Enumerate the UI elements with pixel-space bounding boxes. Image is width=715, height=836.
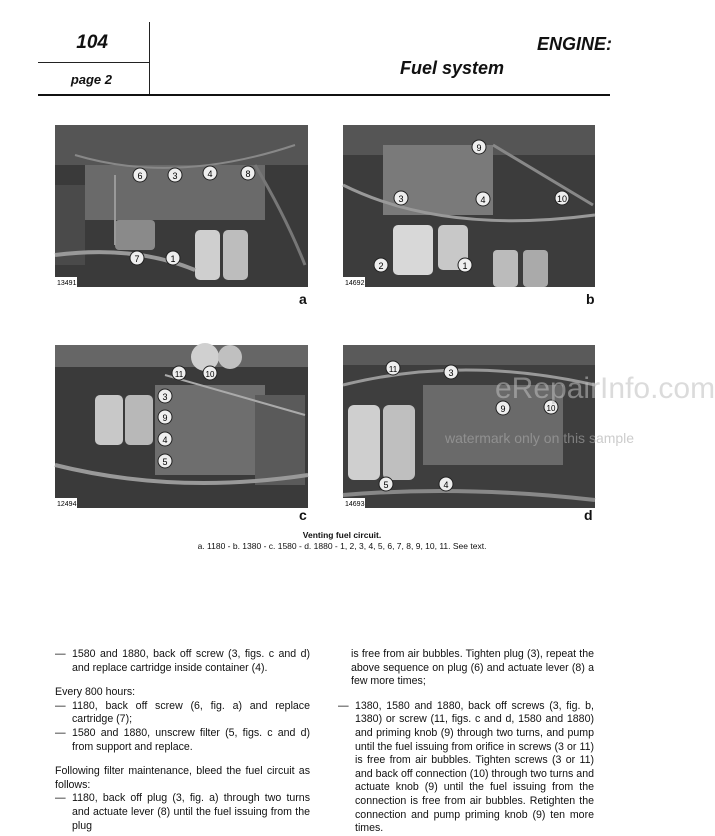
dash-bullet: —: [55, 648, 66, 660]
svg-text:4: 4: [162, 435, 168, 445]
svg-text:3: 3: [398, 194, 404, 204]
svg-text:10: 10: [546, 404, 556, 413]
svg-text:6: 6: [137, 171, 143, 181]
list-item-text: 1180, back off plug (3, fig. a) through two turns and actuate lever (8) until the fuel issuing from the plug: [72, 792, 310, 832]
svg-text:13491: 13491: [57, 280, 77, 287]
dash-bullet: —: [55, 792, 66, 805]
svg-text:4: 4: [443, 480, 449, 490]
figure-caption-text: a. 1180 - b. 1380 - c. 1580 - d. 1880 - 1, 2, 3, 4, 5, 6, 7, 8, 9, 10, 11. See text.: [197, 541, 487, 551]
svg-text:1: 1: [462, 261, 468, 271]
svg-text:11: 11: [174, 370, 184, 379]
list-item: [55, 700, 310, 727]
page-subtitle: Fuel system: [399, 58, 504, 78]
watermark-main: eRepairInfo.com: [495, 372, 715, 405]
svg-text:8: 8: [245, 169, 251, 179]
list-item-text: 1180, back off screw (6, fig. a) and replace cartridge (7);: [72, 699, 310, 726]
dash-bullet: —: [338, 699, 349, 712]
svg-text:9: 9: [476, 143, 482, 153]
paragraph: is free from air bubbles. Tighten plug (3), repeat the above sequence on plug (6) and actuate lever (8) a few more times;: [351, 648, 594, 688]
figure-caption-title: Venting fuel circuit.: [302, 530, 382, 540]
svg-text:14692: 14692: [345, 280, 365, 287]
list-item: [55, 727, 310, 754]
left-text-column: [55, 648, 310, 833]
dash-bullet: —: [55, 726, 66, 739]
svg-text:9: 9: [162, 413, 168, 423]
header-box: [38, 22, 150, 94]
svg-text:12494: 12494: [57, 501, 77, 508]
section-heading: Every 800 hours:: [55, 686, 136, 699]
svg-text:2: 2: [378, 261, 384, 271]
figure-label-d: d: [584, 507, 593, 523]
svg-text:14693: 14693: [345, 501, 365, 508]
figure-label-a: a: [299, 291, 307, 307]
svg-text:3: 3: [162, 392, 168, 402]
watermark-sub: watermark only on this sample: [445, 430, 635, 446]
list-item-text: 1580 and 1880, back off screw (3, figs. c and d) and replace cartridge inside container (4).: [72, 648, 310, 674]
list-item-text: 1580 and 1880, unscrew filter (5, figs. c and d) from support and replace.: [72, 726, 310, 753]
list-item: [55, 648, 310, 675]
svg-text:10: 10: [556, 194, 568, 204]
engine-photo-b: [343, 125, 595, 287]
svg-text:5: 5: [162, 457, 168, 467]
svg-text:1: 1: [170, 254, 176, 264]
page-title: ENGINE:: [536, 34, 612, 54]
header-vertical-rule: [149, 22, 150, 95]
list-item: [338, 700, 594, 836]
header-rule: [38, 94, 610, 96]
figure-label-c: c: [299, 507, 307, 523]
svg-text:3: 3: [172, 171, 178, 181]
figure-label-b: b: [586, 291, 595, 307]
section-number: 104: [76, 32, 108, 53]
svg-text:7: 7: [134, 254, 140, 264]
svg-text:10: 10: [205, 370, 215, 379]
page-label: page 2: [70, 72, 112, 87]
svg-text:4: 4: [207, 169, 213, 179]
svg-text:9: 9: [500, 404, 506, 414]
svg-text:3: 3: [448, 368, 454, 378]
header-divider: [38, 62, 150, 63]
svg-text:11: 11: [388, 365, 398, 374]
right-text-column: [338, 648, 594, 836]
engine-photo-d: [343, 345, 595, 508]
paragraph: Following filter maintenance, bleed the fuel circuit as follows:: [55, 765, 310, 791]
list-item-text: 1380, 1580 and 1880, back off screws (3, fig. b, 1380) or screw (11, figs. c and d, 1580 and 1880) and priming knob (9) through two turns, and pump until the fuel issuing from orifice in screws (3 or 11) is free from air bubbles. Tighten screws (3 or 11) and back off connection (10) through two turns and actuate knob (9) until the fuel issuing from the connection is free from air bubbles. Retighten the connection and pump priming knob (9) ten more times.: [355, 699, 594, 835]
dash-bullet: —: [55, 699, 66, 712]
engine-photo-c: [55, 345, 308, 508]
svg-text:5: 5: [383, 480, 389, 490]
svg-text:4: 4: [480, 195, 486, 205]
engine-photo-a: [55, 125, 308, 287]
list-item: [55, 792, 310, 833]
